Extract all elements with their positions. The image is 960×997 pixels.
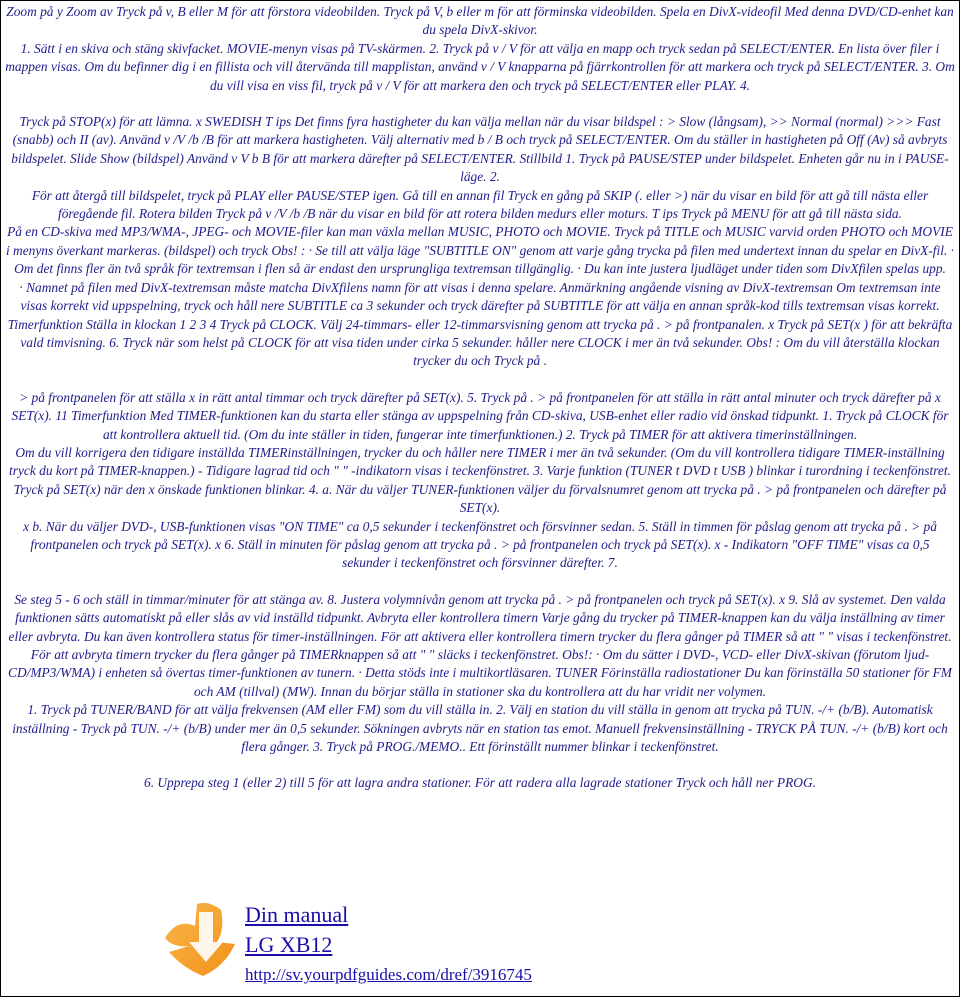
download-arrow-icon bbox=[159, 896, 243, 982]
paragraph-repeat: 6. Upprepa steg 1 (eller 2) till 5 för att lagra andra stationer. För att radera alla lagrade stationer Tryck och håll ner PROG. bbox=[144, 775, 816, 791]
footer bbox=[1, 894, 960, 997]
paragraph-zoom-divx: Zoom på y Zoom av Tryck på v, B eller M för att förstora videobilden. Tryck på V, b eller m för att förminska videobilden. Spela en DivX-videofil Med denna DVD/CD-enhet kan du spela DivX-skivor. bbox=[6, 4, 954, 38]
paragraph-timer: > på frontpanelen för att ställa x in rätt antal timmar och tryck därefter på SET(x). 5. Tryck på . > på frontpanelen för att ställa in rätt antal minuter och tryck därefter på x SET(x). 11 Timerfunktion Med TIMER-funktionen kan du starta eller stänga av uppspelning från CD-skiva, USB-enhet eller radio vid önskad tidpunkt. 1. Tryck på CLOCK för att kontrollera aktuell tid. (Om du inte ställer in tiden, fungerar inte timerfunktionen.) 2. Tryck på TIMER för att aktivera timerinställningen. bbox=[11, 389, 949, 442]
manual-text bbox=[1, 1, 959, 793]
url-link[interactable]: http://sv.yourpdfguides.com/dref/3916745 bbox=[245, 965, 532, 984]
paragraph-movie-menu: 1. Sätt i en skiva och stäng skivfacket. MOVIE-menyn visas på TV-skärmen. 2. Tryck på v / V för att välja en mapp och tryck sedan på SELECT/ENTER. En lista över filer i mappen visas. Om du befinner dig i en fillista och vill återvända till mapplistan, använd v / V knapparna på fjärrkontrollen för att markera och tryck på SELECT/ENTER. 3. Om du vill visa en viss fil, tryck på v / V för att markera den och tryck på SELECT/ENTER eller PLAY. 4. bbox=[5, 40, 955, 93]
paragraph-off-time: Se steg 5 - 6 och ställ in timmar/minuter för att stänga av. 8. Justera volymnivån genom att trycka på . > på frontpanelen och tryck på SET(x). x 9. Slå av systemet. Den valda funktionen sätts automatiskt på eller slås av vid inställd tidpunkt. Avbryta eller kontrollera timern Varje gång du trycker på TIMER-knappen kan du välja inställning av timer eller avbryta. Du kan även kontrollera status för timer-inställningen. För att aktivera eller kontrollera timern trycker du flera gånger på TIMER så att " " visas i teckenfönstret. bbox=[8, 591, 952, 644]
paragraph-slideshow: Tryck på STOP(x) för att lämna. x SWEDISH T ips Det finns fyra hastigheter du kan välja mellan när du visar bildspel : > Slow (långsam), >> Normal (normal) >>> Fast (snabb) och II (av). Använd v /V /b /B för att markera hastigheten. Välj alternativ med b / B och tryck på SELECT/ENTER. Om du ställer in hastigheten på Off (Av) så avbryts bildspelet. Slide Show (bildspel) Använd v V b B för att markera därefter på SELECT/ENTER. Stillbild 1. Tryck på PAUSE/STEP under bildspelet. Enheten går nu in i PAUSE-läge. 2. bbox=[11, 114, 949, 185]
paragraph-cancel-timer: För att avbryta timern trycker du flera gånger på TIMERknappen så att " " släcks i teckenfönstret. Obs!: · Om du sätter i DVD-, VCD- eller DivX-skivan (förutom ljud-CD/MP3/WMA) i enheten så övertas timer-funktionen av tunern. · Detta stöds inte i multikortläsaren. TUNER Förinställa radiostationer Du kan förinställa 50 stationer för FM och AM (tillval) (MW). Innan du börjar ställa in stationer ska du kontrollera att du har vridit ner volymen. bbox=[8, 647, 952, 699]
paragraph-rotate: För att återgå till bildspelet, tryck på PLAY eller PAUSE/STEP igen. Gå till en annan fil Tryck en gång på SKIP (. eller >) när du visar en bild för att gå till nästa eller föregående fil. Rotera bilden Tryck på v /V /b /B när du visar en bild för att rotera bilden medurs eller moturs. T ips Tryck på MENU för att gå till nästa sida. bbox=[31, 187, 929, 222]
paragraph-tuner-function: Tryck på SET(x) när den x önskade funktionen blinkar. 4. a. När du väljer TUNER-funktionen väljer du förvalsnumret genom att trycka på . > på frontpanelen och därefter på SET(x). bbox=[13, 481, 947, 516]
product-link[interactable]: LG XB12 bbox=[245, 932, 333, 957]
paragraph-subtitle: På en CD-skiva med MP3/WMA-, JPEG- och MOVIE-filer kan man växla mellan MUSIC, PHOTO och MOVIE. Tryck på TITLE och MUSIC varvid orden PHOTO och MOVIE i menyns överkant markeras. (bildspel) och tryck Obs! : · Se till att välja läge "SUBTITLE ON" genom att varje gång trycka på filen med undertext innan du spelar en DivX-fil. · Om det finns fler än två språk för textremsan i flen så är endast den ursprungliga textremsan tillgänglig. · Du kan inte justera ljudläget under tiden som DivXfilen spelas upp. bbox=[5, 224, 955, 277]
paragraph-timer-correct: Om du vill korrigera den tidigare inställda TIMERinställningen, trycker du och håller nere TIMER i mer än två sekunder. (Om du vill kontrollera tidigare TIMER-inställning tryck du kort på TIMER-knappen.) - Tidigare lagrad tid och " " -indikatorn visas i teckenfönstret. 3. Varje funktion (TUNER t DVD t USB ) blinkar i turordning i teckenfönstret. bbox=[9, 444, 951, 479]
paragraph-on-time: x b. När du väljer DVD-, USB-funktionen visas "ON TIME" ca 0,5 sekunder i teckenfönstret och försvinner sedan. 5. Ställ in timmen för påslag genom att trycka på . > på frontpanelen och tryck på SET(x). x 6. Ställ in minuten för påslag genom att trycka på . > på frontpanelen och tryck på SET(x). x - Indikatorn "OFF TIME" visas ca 0,5 sekunder i teckenfönstret och försvinner därefter. 7. bbox=[23, 518, 937, 571]
paragraph-clock: · Namnet på filen med DivX-textremsan måste matcha DivXfilens namn för att visas i denna spelare. Anmärkning angående visning av DivX-textremsan Om textremsan inte visas korrekt vid uppspelning, tryck och håll nere SUBTITLE ca 3 sekunder och tryck därefter på SUBTITLE för att välja en annan språk-kod tills textremsan visas korrekt. Timerfunktion Ställa in klockan 1 2 3 4 Tryck på CLOCK. Välj 24-timmars- eller 12-timmarsvisning genom att trycka på . > på frontpanalen. x Tryck på SET(x ) för att bekräfta vald timvisning. 6. Tryck när som helst på CLOCK för att visa tiden under cirka 5 sekunder. håller nere CLOCK i mer än två sekunder. Obs! : Om du vill återställa klockan trycker du och Tryck på . bbox=[7, 279, 953, 369]
manual-link[interactable]: Din manual bbox=[245, 902, 349, 927]
footer-links bbox=[245, 900, 532, 990]
paragraph-tuner-band: 1. Tryck på TUNER/BAND för att välja frekvensen (AM eller FM) som du vill ställa in. 2. Välj en station du vill ställa in genom att trycka på TUN. -/+ (b/B). Automatisk inställning - Tryck på TUN. -/+ (b/B) under mer än 0,5 sekunder. Sökningen avbryts när en station tas emot. Manuell frekvensinställning - TRYCK PÅ TUN. -/+ (b/B) kort och flera gånger. 3. Tryck på PROG./MEMO.. Ett förinställt nummer blinkar i teckenfönstret. bbox=[12, 702, 948, 755]
